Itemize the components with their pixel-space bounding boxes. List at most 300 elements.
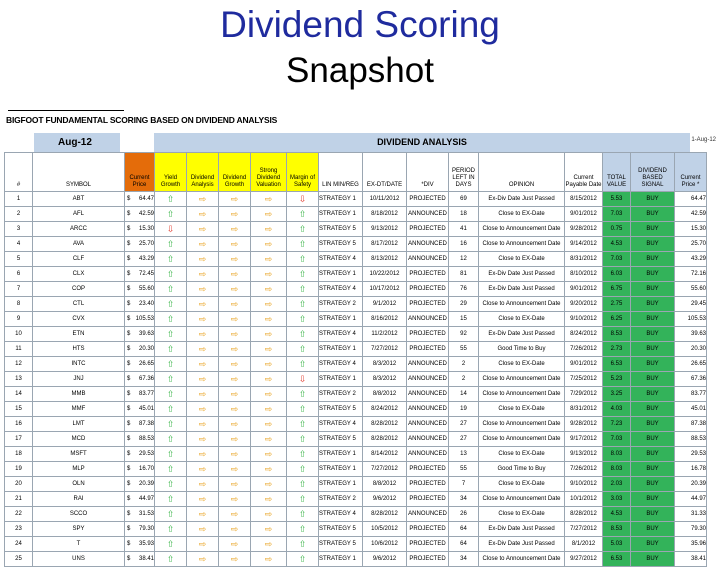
col-header-opinion: OPINION [479, 153, 565, 192]
ex-date-cell: 8/28/2012 [363, 417, 407, 432]
arrow-up-icon: ⇧ [298, 238, 307, 249]
total-value-cell: 8.03 [603, 447, 631, 462]
dollar-sign: $ [127, 316, 131, 322]
strategy-cell: STRATEGY 4 [319, 252, 363, 267]
price-cell [125, 222, 155, 237]
arrow-up-icon: ⇧ [298, 223, 307, 234]
dollar-sign: $ [127, 406, 131, 412]
payable-date-cell: 10/1/2012 [565, 492, 603, 507]
div-status-cell: PROJECTED [407, 267, 449, 282]
total-value-cell: 2.75 [603, 297, 631, 312]
current-price-cell: 105.53 [675, 312, 707, 327]
price-value: 20.39 [138, 481, 154, 487]
ex-date-cell: 9/6/2012 [363, 552, 407, 567]
ex-date-cell: 9/13/2012 [363, 222, 407, 237]
dollar-sign: $ [127, 211, 131, 217]
table-row [5, 387, 707, 402]
price-value: 79.30 [138, 526, 154, 532]
score-cell [287, 327, 319, 342]
total-value-cell: 8.53 [603, 327, 631, 342]
signal-cell: BUY [631, 267, 675, 282]
price-cell [125, 402, 155, 417]
signal-cell: BUY [631, 207, 675, 222]
table-row [5, 267, 707, 282]
opinion-cell: Close to EX-Date [479, 402, 565, 417]
signal-cell: BUY [631, 282, 675, 297]
strategy-cell: STRATEGY 4 [319, 282, 363, 297]
table-row [5, 207, 707, 222]
arrow-down-icon: ⇩ [298, 373, 307, 384]
days-left-cell: 13 [449, 447, 479, 462]
row-number: 2 [5, 207, 33, 222]
price-value: 55.60 [138, 286, 154, 292]
opinion-cell: Close to EX-Date [479, 357, 565, 372]
total-value-cell: 7.03 [603, 207, 631, 222]
arrow-right-icon: ⇨ [230, 253, 239, 264]
price-cell [125, 312, 155, 327]
score-cell [155, 432, 187, 447]
opinion-cell: Ex-Div Date Just Passed [479, 267, 565, 282]
payable-date-cell: 9/01/2012 [565, 282, 603, 297]
symbol-cell: COP [33, 282, 125, 297]
arrow-right-icon: ⇨ [230, 238, 239, 249]
arrow-right-icon: ⇨ [264, 268, 273, 279]
price-value: 29.53 [138, 451, 154, 457]
opinion-cell: Close to Announcement Date [479, 297, 565, 312]
spreadsheet [0, 104, 720, 564]
arrow-right-icon: ⇨ [198, 448, 207, 459]
ex-date-cell: 10/6/2012 [363, 537, 407, 552]
symbol-cell: MCD [33, 432, 125, 447]
symbol-cell: CLF [33, 252, 125, 267]
strategy-cell: STRATEGY 5 [319, 522, 363, 537]
arrow-right-icon: ⇨ [198, 268, 207, 279]
total-value-cell: 7.03 [603, 252, 631, 267]
arrow-right-icon: ⇨ [230, 193, 239, 204]
arrow-right-icon: ⇨ [230, 313, 239, 324]
score-cell [219, 402, 251, 417]
score-cell [287, 342, 319, 357]
signal-cell: BUY [631, 477, 675, 492]
arrow-up-icon: ⇧ [298, 478, 307, 489]
score-cell [287, 222, 319, 237]
div-status-cell: PROJECTED [407, 297, 449, 312]
div-status-cell: PROJECTED [407, 327, 449, 342]
score-cell [187, 402, 219, 417]
arrow-up-icon: ⇧ [166, 463, 175, 474]
price-value: 45.01 [138, 406, 154, 412]
table-row [5, 492, 707, 507]
score-cell [287, 477, 319, 492]
days-left-cell: 18 [449, 207, 479, 222]
total-value-cell: 4.53 [603, 507, 631, 522]
price-cell [125, 327, 155, 342]
days-left-cell: 14 [449, 387, 479, 402]
score-cell [187, 327, 219, 342]
arrow-right-icon: ⇨ [230, 508, 239, 519]
table-row [5, 462, 707, 477]
arrow-right-icon: ⇨ [264, 358, 273, 369]
price-cell [125, 267, 155, 282]
div-status-cell: ANNOUNCED [407, 252, 449, 267]
opinion-cell: Close to EX-Date [479, 477, 565, 492]
score-cell [219, 552, 251, 567]
current-price-cell: 16.78 [675, 462, 707, 477]
score-cell [219, 387, 251, 402]
total-value-cell: 4.53 [603, 237, 631, 252]
arrow-right-icon: ⇨ [264, 493, 273, 504]
opinion-cell: Close to EX-Date [479, 312, 565, 327]
total-value-cell: 5.23 [603, 372, 631, 387]
signal-cell: BUY [631, 222, 675, 237]
arrow-right-icon: ⇨ [264, 328, 273, 339]
signal-cell: BUY [631, 342, 675, 357]
score-cell [219, 417, 251, 432]
strategy-cell: STRATEGY 5 [319, 402, 363, 417]
symbol-cell: MMF [33, 402, 125, 417]
arrow-right-icon: ⇨ [230, 373, 239, 384]
days-left-cell: 81 [449, 267, 479, 282]
arrow-up-icon: ⇧ [298, 358, 307, 369]
score-cell [251, 492, 287, 507]
score-cell [187, 207, 219, 222]
row-number: 15 [5, 402, 33, 417]
payable-date-cell: 8/31/2012 [565, 252, 603, 267]
div-status-cell: ANNOUNCED [407, 402, 449, 417]
signal-cell: BUY [631, 402, 675, 417]
opinion-cell: Close to EX-Date [479, 252, 565, 267]
dollar-sign: $ [127, 451, 131, 457]
row-number: 21 [5, 492, 33, 507]
opinion-cell: Ex-Div Date Just Passed [479, 522, 565, 537]
row-number: 6 [5, 267, 33, 282]
payable-date-cell: 9/10/2012 [565, 312, 603, 327]
opinion-cell: Close to EX-Date [479, 207, 565, 222]
ex-date-cell: 8/8/2012 [363, 477, 407, 492]
symbol-cell: CLX [33, 267, 125, 282]
symbol-cell: SPY [33, 522, 125, 537]
payable-date-cell: 9/28/2012 [565, 417, 603, 432]
strategy-cell: STRATEGY 1 [319, 372, 363, 387]
opinion-cell: Ex-Div Date Just Passed [479, 192, 565, 207]
row-number: 1 [5, 192, 33, 207]
div-status-cell: ANNOUNCED [407, 447, 449, 462]
dollar-sign: $ [127, 421, 131, 427]
symbol-cell: RAI [33, 492, 125, 507]
days-left-cell: 27 [449, 417, 479, 432]
symbol-cell: MSFT [33, 447, 125, 462]
price-value: 43.29 [138, 256, 154, 262]
col-header-dividend-growth: Dividend Growth [219, 153, 251, 192]
arrow-up-icon: ⇧ [166, 358, 175, 369]
days-left-cell: 34 [449, 552, 479, 567]
price-cell [125, 357, 155, 372]
arrow-up-icon: ⇧ [298, 448, 307, 459]
signal-cell: BUY [631, 537, 675, 552]
arrow-right-icon: ⇨ [198, 283, 207, 294]
price-cell [125, 507, 155, 522]
score-cell [219, 252, 251, 267]
arrow-up-icon: ⇧ [166, 373, 175, 384]
arrow-up-icon: ⇧ [298, 508, 307, 519]
arrow-right-icon: ⇨ [230, 478, 239, 489]
col-header-strategy: LIN MIN/REG [319, 153, 363, 192]
score-cell [187, 342, 219, 357]
ex-date-cell: 8/28/2012 [363, 432, 407, 447]
ex-date-cell: 8/16/2012 [363, 312, 407, 327]
score-cell [187, 537, 219, 552]
current-price-cell: 64.47 [675, 192, 707, 207]
arrow-right-icon: ⇨ [264, 343, 273, 354]
score-cell [155, 402, 187, 417]
arrow-right-icon: ⇨ [264, 193, 273, 204]
arrow-right-icon: ⇨ [264, 238, 273, 249]
ex-date-cell: 8/3/2012 [363, 372, 407, 387]
div-status-cell: ANNOUNCED [407, 357, 449, 372]
price-value: 23.40 [138, 301, 154, 307]
arrow-up-icon: ⇧ [298, 493, 307, 504]
symbol-cell: JNJ [33, 372, 125, 387]
dollar-sign: $ [127, 271, 131, 277]
col-header-current-price-2: Current Price * [675, 153, 707, 192]
slide-title-line1: Dividend Scoring [220, 4, 500, 45]
score-cell [219, 327, 251, 342]
score-cell [219, 342, 251, 357]
opinion-cell: Close to Announcement Date [479, 432, 565, 447]
col-header-yield-growth: Yield Growth [155, 153, 187, 192]
current-price-cell: 39.63 [675, 327, 707, 342]
dollar-sign: $ [127, 241, 131, 247]
arrow-right-icon: ⇨ [230, 463, 239, 474]
dollar-sign: $ [127, 346, 131, 352]
symbol-cell: AFL [33, 207, 125, 222]
dollar-sign: $ [127, 361, 131, 367]
score-cell [251, 537, 287, 552]
div-status-cell: ANNOUNCED [407, 387, 449, 402]
col-header-margin-of-safety: Margin of Safety [287, 153, 319, 192]
dollar-sign: $ [127, 226, 131, 232]
arrow-up-icon: ⇧ [166, 523, 175, 534]
score-cell [251, 267, 287, 282]
arrow-up-icon: ⇧ [166, 268, 175, 279]
arrow-right-icon: ⇨ [230, 448, 239, 459]
arrow-right-icon: ⇨ [198, 553, 207, 564]
ex-date-cell: 8/8/2012 [363, 387, 407, 402]
symbol-cell: UNS [33, 552, 125, 567]
arrow-right-icon: ⇨ [198, 373, 207, 384]
score-cell [287, 462, 319, 477]
dollar-sign: $ [127, 196, 131, 202]
signal-cell: BUY [631, 192, 675, 207]
arrow-up-icon: ⇧ [166, 208, 175, 219]
days-left-cell: 16 [449, 237, 479, 252]
price-value: 105.53 [135, 316, 154, 322]
price-value: 20.30 [138, 346, 154, 352]
arrow-up-icon: ⇧ [298, 388, 307, 399]
opinion-cell: Close to Announcement Date [479, 492, 565, 507]
strategy-cell: STRATEGY 2 [319, 297, 363, 312]
sheet-date: Aug-12 [34, 133, 120, 152]
row-number: 16 [5, 417, 33, 432]
table-row [5, 537, 707, 552]
ex-date-cell: 8/24/2012 [363, 402, 407, 417]
col-header-dividend-analysis: Dividend Analysis [187, 153, 219, 192]
score-cell [251, 402, 287, 417]
score-cell [219, 312, 251, 327]
score-cell [219, 207, 251, 222]
ex-date-cell: 8/18/2012 [363, 207, 407, 222]
arrow-right-icon: ⇨ [198, 328, 207, 339]
slide-title [0, 4, 720, 92]
div-status-cell: ANNOUNCED [407, 372, 449, 387]
score-cell [187, 507, 219, 522]
current-price-cell: 45.01 [675, 402, 707, 417]
arrow-right-icon: ⇨ [230, 223, 239, 234]
table-row [5, 552, 707, 567]
table-row [5, 192, 707, 207]
opinion-cell: Close to Announcement Date [479, 237, 565, 252]
strategy-cell: STRATEGY 1 [319, 447, 363, 462]
score-cell [155, 267, 187, 282]
arrow-right-icon: ⇨ [230, 388, 239, 399]
symbol-cell: AVA [33, 237, 125, 252]
row-number: 17 [5, 432, 33, 447]
days-left-cell: 64 [449, 522, 479, 537]
score-cell [287, 237, 319, 252]
price-value: 35.93 [138, 541, 154, 547]
current-price-cell: 38.41 [675, 552, 707, 567]
score-cell [287, 417, 319, 432]
strategy-cell: STRATEGY 5 [319, 432, 363, 447]
score-cell [187, 492, 219, 507]
score-cell [287, 372, 319, 387]
payable-date-cell: 7/26/2012 [565, 462, 603, 477]
opinion-cell: Close to Announcement Date [479, 417, 565, 432]
strategy-cell: STRATEGY 5 [319, 222, 363, 237]
total-value-cell: 3.03 [603, 492, 631, 507]
price-cell [125, 342, 155, 357]
arrow-up-icon: ⇧ [298, 553, 307, 564]
score-cell [287, 507, 319, 522]
score-cell [219, 432, 251, 447]
ex-date-cell: 10/5/2012 [363, 522, 407, 537]
total-value-cell: 6.53 [603, 552, 631, 567]
arrow-right-icon: ⇨ [198, 433, 207, 444]
arrow-up-icon: ⇧ [298, 208, 307, 219]
price-cell [125, 372, 155, 387]
price-cell [125, 537, 155, 552]
price-value: 26.65 [138, 361, 154, 367]
price-cell [125, 207, 155, 222]
arrow-right-icon: ⇨ [230, 208, 239, 219]
arrow-up-icon: ⇧ [298, 253, 307, 264]
current-price-cell: 29.45 [675, 297, 707, 312]
arrow-up-icon: ⇧ [298, 403, 307, 414]
arrow-right-icon: ⇨ [198, 508, 207, 519]
arrow-right-icon: ⇨ [264, 508, 273, 519]
div-status-cell: PROJECTED [407, 522, 449, 537]
days-left-cell: 69 [449, 192, 479, 207]
payable-date-cell: 9/27/2012 [565, 552, 603, 567]
col-header-payable-date: Current Payable Date [565, 153, 603, 192]
sheet-title: BIGFOOT FUNDAMENTAL SCORING BASED ON DIVIDEND ANALYSIS [6, 115, 278, 125]
current-price-cell: 42.59 [675, 207, 707, 222]
price-value: 44.97 [138, 496, 154, 502]
arrow-up-icon: ⇧ [166, 448, 175, 459]
score-cell [187, 552, 219, 567]
arrow-right-icon: ⇨ [264, 523, 273, 534]
col-header-symbol: SYMBOL [33, 153, 125, 192]
arrow-right-icon: ⇨ [198, 478, 207, 489]
symbol-cell: ARCC [33, 222, 125, 237]
arrow-right-icon: ⇨ [264, 403, 273, 414]
score-cell [219, 192, 251, 207]
arrow-right-icon: ⇨ [230, 403, 239, 414]
arrow-right-icon: ⇨ [264, 538, 273, 549]
slide-title-line2: Snapshot [286, 51, 434, 90]
table-row [5, 372, 707, 387]
opinion-cell: Ex-Div Date Just Passed [479, 537, 565, 552]
arrow-right-icon: ⇨ [198, 313, 207, 324]
arrow-right-icon: ⇨ [264, 463, 273, 474]
symbol-cell: T [33, 537, 125, 552]
score-cell [219, 522, 251, 537]
arrow-right-icon: ⇨ [264, 553, 273, 564]
strategy-cell: STRATEGY 1 [319, 192, 363, 207]
ex-date-cell: 8/13/2012 [363, 252, 407, 267]
strategy-cell: STRATEGY 1 [319, 477, 363, 492]
arrow-right-icon: ⇨ [264, 253, 273, 264]
current-price-cell: 87.38 [675, 417, 707, 432]
payable-date-cell: 7/25/2012 [565, 372, 603, 387]
current-price-cell: 29.53 [675, 447, 707, 462]
price-cell [125, 522, 155, 537]
total-value-cell: 5.03 [603, 537, 631, 552]
dollar-sign: $ [127, 556, 131, 562]
opinion-cell: Close to EX-Date [479, 507, 565, 522]
col-header-div: *DIV [407, 153, 449, 192]
score-cell [187, 222, 219, 237]
score-cell [251, 372, 287, 387]
row-number: 12 [5, 357, 33, 372]
score-cell [287, 267, 319, 282]
dollar-sign: $ [127, 256, 131, 262]
arrow-right-icon: ⇨ [230, 358, 239, 369]
current-price-cell: 15.30 [675, 222, 707, 237]
arrow-up-icon: ⇧ [166, 403, 175, 414]
score-cell [155, 222, 187, 237]
score-cell [251, 357, 287, 372]
dollar-sign: $ [127, 481, 131, 487]
row-number: 11 [5, 342, 33, 357]
price-cell [125, 282, 155, 297]
strategy-cell: STRATEGY 5 [319, 537, 363, 552]
arrow-right-icon: ⇨ [264, 313, 273, 324]
price-cell [125, 252, 155, 267]
days-left-cell: 27 [449, 432, 479, 447]
ex-date-cell: 8/17/2012 [363, 237, 407, 252]
score-cell [155, 297, 187, 312]
div-status-cell: ANNOUNCED [407, 237, 449, 252]
score-cell [287, 192, 319, 207]
signal-cell: BUY [631, 432, 675, 447]
table-row [5, 477, 707, 492]
arrow-up-icon: ⇧ [166, 253, 175, 264]
price-value: 72.45 [138, 271, 154, 277]
score-cell [187, 357, 219, 372]
arrow-right-icon: ⇨ [198, 358, 207, 369]
score-cell [187, 312, 219, 327]
